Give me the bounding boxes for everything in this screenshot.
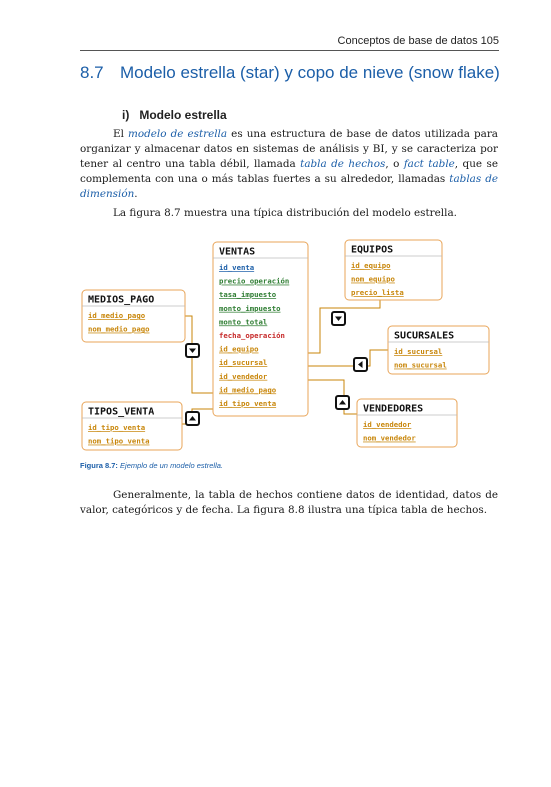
table-title: VENTAS (219, 246, 256, 258)
table-field: id_medio_pago (219, 385, 277, 395)
term-tabla-hechos: tabla de hechos (300, 158, 386, 170)
paragraph-1-text: . (134, 188, 138, 200)
running-header: Conceptos de base de datos 105 (337, 35, 499, 47)
table-medios-pago (82, 290, 185, 342)
table-title: SUCURSALES (394, 330, 455, 342)
section-title (80, 63, 500, 83)
section-number: 8.7 (80, 63, 104, 82)
table-title: MEDIOS_PAGO (88, 294, 155, 306)
table-field: id_equipo (219, 344, 259, 354)
down-arrow-icon (332, 312, 345, 325)
term-fact-table: fact table (403, 158, 455, 170)
caption-label: Figura 8.7: (80, 461, 118, 470)
table-field: nom_vendedor (363, 433, 416, 443)
connector-line (308, 300, 380, 353)
down-arrow-icon (186, 344, 199, 357)
table-tipos-venta (82, 402, 182, 450)
table-field: nom_equipo (351, 274, 395, 284)
table-title: VENDEDORES (363, 403, 424, 415)
table-field: id_sucursal (219, 358, 268, 368)
table-field: fecha_operación (219, 331, 285, 340)
table-title: TIPOS_VENTA (88, 406, 155, 418)
paragraph-1-text: , que se complementa con una o más tablas fuertes a su alrededor, llamadas (80, 158, 498, 185)
star-schema-diagram (80, 238, 500, 458)
table-field: id_vendedor (219, 371, 268, 381)
table-field: id_vendedor (363, 420, 412, 429)
paragraph-1-text: , o (385, 158, 404, 170)
header-rule (80, 50, 499, 51)
paragraph-1-text: El (113, 128, 128, 140)
paragraph-1 (80, 127, 498, 202)
term-tablas-dimension: tablas de dimensión (80, 173, 498, 200)
table-field: monto_total (219, 317, 268, 327)
paragraph-3: Generalmente, la tabla de hechos contiene datos de identidad, datos de valor, categóricos y de fecha. La figura 8.8 ilustra una típica tabla de hechos. (80, 489, 498, 516)
table-field: id_medio_pago (88, 311, 146, 320)
table-field: nom_tipo_venta (88, 436, 150, 446)
figure-caption (80, 461, 223, 470)
table-field: id_equipo (351, 261, 391, 270)
left-arrow-icon (354, 358, 367, 371)
table-sucursales (388, 326, 489, 374)
table-field: precio_lista (351, 288, 404, 298)
caption-text: Ejemplo de un modelo estrella. (120, 461, 224, 470)
table-equipos (345, 240, 442, 300)
table-field: id_sucursal (394, 347, 443, 356)
section-title-text: Modelo estrella (star) y copo de nieve (snow flake) (120, 63, 500, 82)
table-field: id_tipo_venta (88, 423, 146, 432)
paragraph-1-text: es una estructura de base de datos utilizada para organizar y almacenar datos en sistemas de análisis y BI, y se caracteriza por tener al centro una tabla débil, llamada (80, 128, 498, 170)
table-field: nom_medio_pago (88, 324, 150, 334)
table-vendedores (357, 399, 457, 447)
table-field: monto_impuesto (219, 303, 281, 313)
table-field: id_tipo_venta (219, 399, 277, 408)
table-field: id_venta (219, 263, 255, 272)
table-title: EQUIPOS (351, 244, 394, 256)
table-ventas (213, 242, 308, 416)
up-arrow-icon (186, 412, 199, 425)
subsection-title: i) Modelo estrella (122, 108, 227, 122)
paragraph-2: La figura 8.7 muestra una típica distribución del modelo estrella. (113, 207, 457, 219)
table-field: nom_sucursal (394, 360, 447, 370)
up-arrow-icon (336, 396, 349, 409)
term-modelo-estrella: modelo de estrella (128, 128, 228, 140)
table-field: tasa_impuesto (219, 290, 277, 300)
table-field: precio_operación (219, 276, 290, 286)
